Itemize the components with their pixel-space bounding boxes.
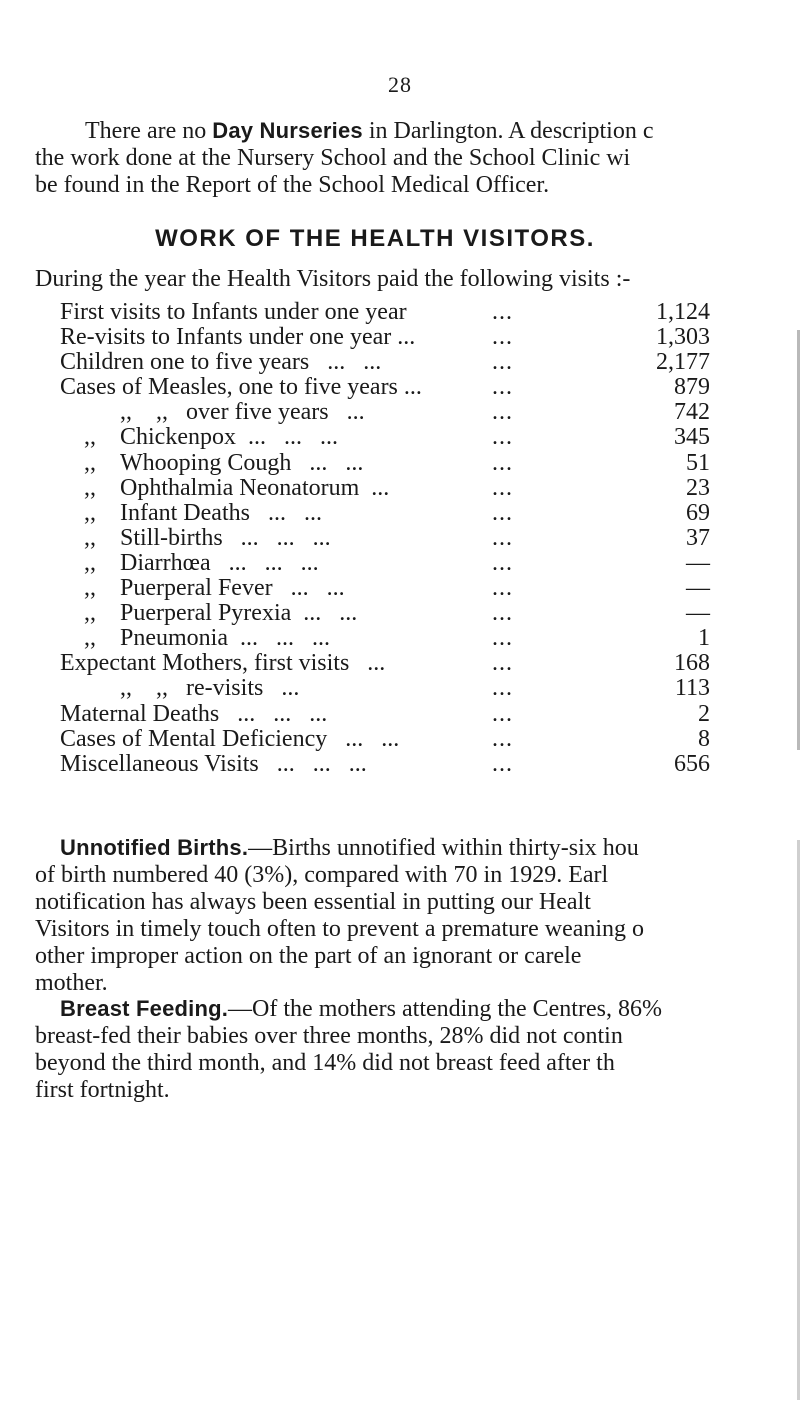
visit-category-label [120, 676, 299, 701]
visit-category-label [60, 300, 407, 325]
table-row [60, 626, 710, 651]
visit-category-text: ,, over five years ... [156, 399, 365, 426]
leader-dots: ... [492, 474, 513, 501]
table-row [60, 300, 710, 325]
ditto-mark: ,, [120, 399, 132, 426]
ditto-mark: ,, [84, 499, 96, 526]
leader-dots: ... [492, 524, 513, 551]
table-row [60, 476, 710, 501]
visit-category-text: Maternal Deaths ... ... ... [60, 700, 328, 727]
visit-category-text: Miscellaneous Visits ... ... ... [60, 750, 367, 777]
intro-line-1-post: in Darlington. A description c [362, 118, 654, 144]
unnotified-line-5: other improper action on the part of an ignorant or carele [35, 943, 582, 969]
table-row [60, 501, 710, 526]
visit-count: 1,303 [656, 324, 710, 351]
table-row [60, 551, 710, 576]
table-row [60, 425, 710, 450]
ditto-mark: ,, [84, 449, 96, 476]
visit-category-label [60, 375, 422, 400]
unnotified-births-heading: Unnotified Births. [60, 835, 249, 860]
breast-feeding-paragraph [35, 995, 800, 1110]
visit-category-text: Children one to five years ... ... [60, 349, 382, 376]
visit-category-label [84, 476, 389, 501]
table-row [60, 526, 710, 551]
visit-category-text: First visits to Infants under one year [60, 299, 407, 325]
visit-category-label [60, 702, 327, 727]
visit-category-text: Infant Deaths ... ... [120, 499, 322, 526]
visit-count: 168 [674, 650, 710, 677]
table-row [60, 350, 710, 375]
visit-count: 8 [698, 725, 710, 752]
section-title: WORK OF THE HEALTH VISITORS. [155, 225, 595, 252]
visit-category-label [60, 651, 385, 676]
visit-count: — [686, 600, 710, 627]
ditto-mark: ,, [120, 675, 132, 702]
ditto-mark: ,, [84, 524, 96, 551]
intro-line-3: be found in the Report of the School Medical Officer. [35, 172, 550, 198]
visits-table [60, 300, 710, 777]
table-row [60, 375, 710, 400]
intro-line-1-pre: There are no [85, 118, 213, 144]
unnotified-births-paragraph [35, 834, 800, 996]
visit-count: 2 [698, 700, 710, 727]
breast-feeding-heading: Breast Feeding. [60, 996, 229, 1021]
visit-count: 1 [698, 625, 710, 652]
breast-line-1-rest: —Of the mothers attending the Centres, 86% [228, 996, 662, 1022]
visit-count: 879 [674, 374, 710, 401]
unnotified-line-1-rest: —Births unnotified within thirty-six hou [248, 835, 639, 861]
visit-count: — [686, 575, 710, 602]
leader-dots: ... [492, 374, 513, 401]
visit-category-label [60, 727, 399, 752]
visit-count: 37 [686, 524, 710, 551]
day-nurseries-heading: Day Nurseries [212, 118, 363, 143]
visit-count: 656 [674, 750, 710, 777]
leader-dots: ... [492, 499, 513, 526]
table-row [60, 702, 710, 727]
table-row [60, 576, 710, 601]
breast-line-1 [35, 995, 800, 1023]
visit-category-label [84, 501, 322, 526]
visit-category-label [120, 400, 365, 425]
visit-category-label [84, 526, 331, 551]
visit-category-text: Ophthalmia Neonatorum ... [120, 474, 390, 501]
leader-dots: ... [492, 575, 513, 602]
visit-count: 113 [674, 675, 710, 702]
page-number: 28 [388, 72, 412, 97]
visit-category-label [84, 626, 330, 651]
visit-count: 51 [686, 449, 710, 476]
ditto-mark: ,, [84, 600, 96, 627]
leader-dots: ... [492, 750, 513, 777]
visit-category-text: Cases of Measles, one to five years ... [60, 374, 422, 401]
unnotified-line-3: notification has always been essential in putting our Healt [35, 889, 591, 915]
visit-category-text: Chickenpox ... ... ... [120, 424, 338, 451]
visit-category-text: Expectant Mothers, first visits ... [60, 650, 386, 677]
section-intro: During the year the Health Visitors paid the following visits :- [35, 266, 631, 292]
ditto-mark: ,, [84, 625, 96, 652]
table-row [60, 400, 710, 425]
leader-dots: ... [492, 625, 513, 652]
visit-category-label [60, 350, 381, 375]
visit-category-label [84, 551, 319, 576]
visit-category-text: Still-births ... ... ... [120, 524, 331, 551]
visit-count: — [686, 549, 710, 576]
leader-dots: ... [492, 424, 513, 451]
visit-category-label [84, 425, 338, 450]
visit-count: 2,177 [656, 349, 710, 376]
leader-dots: ... [492, 650, 513, 677]
unnotified-line-2: of birth numbered 40 (3%), compared with 70 in 1929. Earl [35, 862, 609, 888]
intro-line-2: the work done at the Nursery School and the School Clinic wi [35, 145, 631, 171]
visit-count: 23 [686, 474, 710, 501]
table-row [60, 752, 710, 777]
visit-category-text: Cases of Mental Deficiency ... ... [60, 725, 400, 752]
intro-paragraph [35, 117, 800, 199]
leader-dots: ... [492, 349, 513, 376]
table-row [60, 651, 710, 676]
visit-count: 1,124 [656, 299, 710, 325]
intro-line-1 [60, 117, 800, 145]
visit-count: 69 [686, 499, 710, 526]
ditto-mark: ,, [84, 575, 96, 602]
table-row [60, 601, 710, 626]
visit-category-text: Puerperal Pyrexia ... ... [120, 600, 358, 627]
visit-category-text: Diarrhœa ... ... ... [120, 549, 319, 576]
leader-dots: ... [492, 399, 513, 426]
visit-category-text: ,, re-visits ... [156, 675, 300, 702]
ditto-mark: ,, [84, 474, 96, 501]
visit-count: 345 [674, 424, 710, 451]
visit-category-label [84, 451, 363, 476]
leader-dots: ... [492, 549, 513, 576]
unnotified-line-4: Visitors in timely touch often to prevent a premature weaning o [35, 916, 645, 942]
table-row [60, 451, 710, 476]
table-row [60, 325, 710, 350]
breast-line-2: breast-fed their babies over three months, 28% did not contin [35, 1023, 623, 1049]
visit-category-label [60, 325, 415, 350]
visit-category-text: Pneumonia ... ... ... [120, 625, 330, 652]
breast-line-4: first fortnight. [35, 1077, 170, 1103]
leader-dots: ... [492, 299, 513, 325]
visit-category-label [60, 752, 367, 777]
table-row [60, 676, 710, 701]
unnotified-line-1 [35, 834, 800, 862]
visit-category-label [84, 601, 357, 626]
leader-dots: ... [492, 725, 513, 752]
visit-category-text: Puerperal Fever ... ... [120, 575, 345, 602]
ditto-mark: ,, [84, 424, 96, 451]
visit-count: 742 [674, 399, 710, 426]
ditto-mark: ,, [84, 549, 96, 576]
breast-line-3: beyond the third month, and 14% did not breast feed after th [35, 1050, 615, 1076]
leader-dots: ... [492, 324, 513, 351]
unnotified-line-6: mother. [35, 970, 108, 996]
visit-category-text: Whooping Cough ... ... [120, 449, 364, 476]
leader-dots: ... [492, 675, 513, 702]
visit-category-text: Re-visits to Infants under one year ... [60, 324, 416, 351]
leader-dots: ... [492, 700, 513, 727]
leader-dots: ... [492, 449, 513, 476]
visit-category-label [84, 576, 345, 601]
leader-dots: ... [492, 600, 513, 627]
table-row [60, 727, 710, 752]
